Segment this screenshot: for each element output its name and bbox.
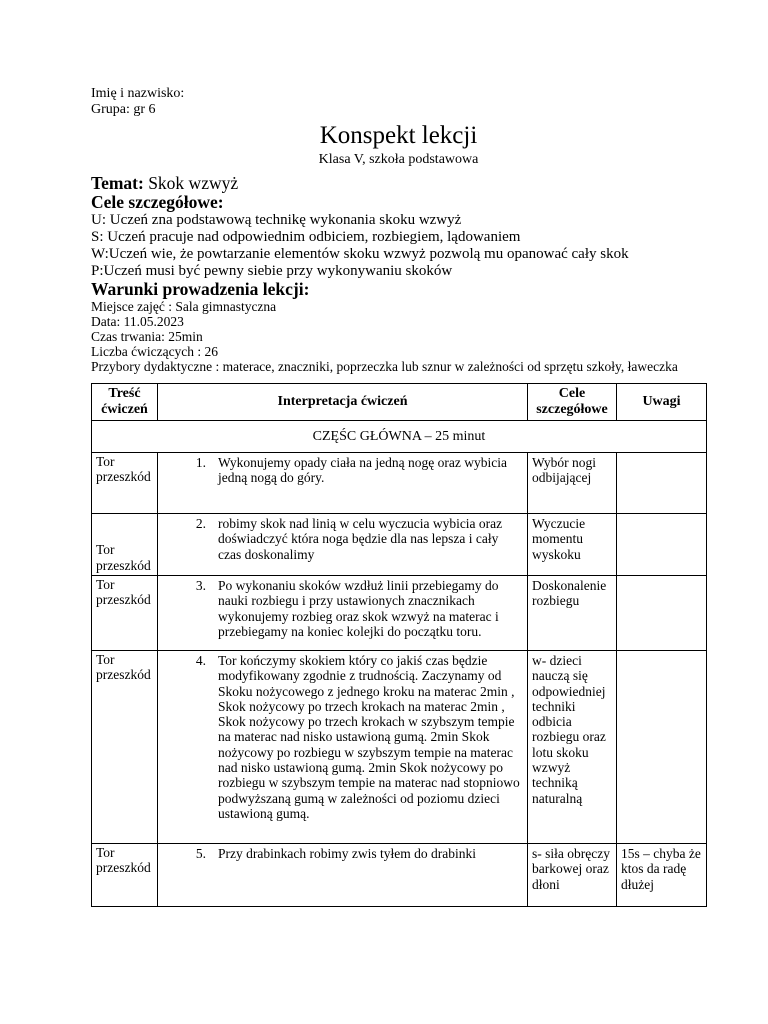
header-goals: Cele szczegółowe: [528, 384, 617, 421]
topic-value: Skok wzwyż: [143, 173, 239, 193]
table-row: [92, 651, 707, 844]
interpretation-cell: [158, 651, 528, 844]
table-row: [92, 844, 707, 907]
notes-cell: [617, 576, 707, 651]
header-notes: Uwagi: [617, 384, 707, 421]
notes-cell: 15s – chyba że ktos da radę dłużej: [617, 844, 707, 907]
goal-cell: Wyczucie momentu wyskoku: [528, 514, 617, 576]
document-subtitle: Klasa V, szkoła podstawowa: [318, 152, 479, 167]
interpretation-cell: [158, 576, 528, 651]
section-title: CZĘŚC GŁÓWNA – 25 minut: [92, 421, 707, 453]
content-cell: Tor przeszkód: [92, 844, 158, 907]
document-page: [91, 86, 706, 374]
step-number: 2.: [195, 516, 206, 531]
notes-cell: [617, 651, 707, 844]
condition-item: Czas trwania: 25min: [91, 329, 203, 344]
objective-item: P:Uczeń musi być pewny siebie przy wykonywaniu skoków: [91, 263, 453, 279]
interpretation-text: robimy skok nad linią w celu wyczucia wybicia oraz doświadczyć która noga będzie dla nas lepsza i cały czas doskonalimy: [218, 516, 503, 562]
interpretation-text: Po wykonaniu skoków wzdłuż linii przebiegamy do nauki rozbiegu i przy ustawionych znacznikach wykonujemy rozbieg oraz skok wzwyż na materac i przebiegamy na koniec kolejki do początku toru.: [218, 578, 499, 639]
content-cell: Tor przeszkód: [92, 453, 158, 514]
interpretation-cell: [158, 453, 528, 514]
step-number: 3.: [195, 578, 206, 593]
step-number: 1.: [195, 455, 206, 470]
notes-cell: [617, 453, 707, 514]
interpretation-text: Przy drabinkach robimy zwis tyłem do drabinki: [218, 846, 476, 861]
conditions-heading: Warunki prowadzenia lekcji:: [91, 279, 310, 299]
condition-item: Przybory dydaktyczne : materace, znaczniki, poprzeczka lub sznur w zależności od sprzętu szkoły, ławeczka: [91, 359, 678, 374]
topic-label: Temat:: [91, 173, 144, 193]
objective-item: W:Uczeń wie, że powtarzanie elementów skoku wzwyż pozwolą mu opanować cały skok: [91, 246, 629, 262]
interpretation-cell: [158, 844, 528, 907]
header-interpretation: Interpretacja ćwiczeń: [158, 384, 528, 421]
topic-line: [91, 174, 706, 193]
content-cell: Tor przeszkód: [92, 576, 158, 651]
condition-item: Miejsce zajęć : Sala gimnastyczna: [91, 299, 277, 314]
header-content: Treść ćwiczeń: [92, 384, 158, 421]
objectives-heading: Cele szczegółowe:: [91, 192, 224, 212]
objective-item: S: Uczeń pracuje nad odpowiednim odbiciem, rozbiegiem, lądowaniem: [91, 229, 521, 245]
lesson-table: [91, 383, 707, 907]
interpretation-text: Wykonujemy opady ciała na jedną nogę oraz wybicia jedną nogą do góry.: [218, 455, 507, 486]
notes-cell: [617, 514, 707, 576]
group-label: Grupa: gr 6: [91, 101, 156, 117]
table-row: [92, 453, 707, 514]
step-number: 4.: [195, 653, 206, 668]
table-row: [92, 514, 707, 576]
goal-cell: Doskonalenie rozbiegu: [528, 576, 617, 651]
interpretation-text: Tor kończymy skokiem który co jakiś czas będzie modyfikowany zgodnie z trudnością. Zaczynamy od Skoku nożycowego z jednego kroku na materac 2min , Skok nożycowy po trzech krokach na materac 2min , Skok nożycowy po trzech krokach w szybszym tempie na materac nad nisko ustawioną gumą. 2min Skok nożycowy po rozbiegu w szybszym tempie na materac nad nisko ustawioną gumą. 2min Skok nożycowy po rozbiegu w szybszym tempie na materac nad stopniowo podwyższaną gumą w zależności od poziomu dzieci ustawioną gumą.: [218, 653, 520, 821]
goal-cell: Wybór nogi odbijającej: [528, 453, 617, 514]
content-cell: Tor przeszkód: [92, 514, 158, 576]
objective-item: U: Uczeń zna podstawową technikę wykonania skoku wzwyż: [91, 212, 462, 228]
table-row: [92, 576, 707, 651]
goal-cell: w- dzieci nauczą się odpowiedniej techniki odbicia rozbiegu oraz lotu skoku wzwyż techniką naturalną: [528, 651, 617, 844]
condition-item: Data: 11.05.2023: [91, 314, 184, 329]
goal-cell: s- siła obręczy barkowej oraz dłoni: [528, 844, 617, 907]
interpretation-cell: [158, 514, 528, 576]
name-label: Imię i nazwisko:: [91, 86, 185, 101]
document-title: Konspekt lekcji: [319, 122, 478, 149]
condition-item: Liczba ćwiczących : 26: [91, 344, 219, 359]
step-number: 5.: [195, 846, 206, 861]
content-cell: Tor przeszkód: [92, 651, 158, 844]
